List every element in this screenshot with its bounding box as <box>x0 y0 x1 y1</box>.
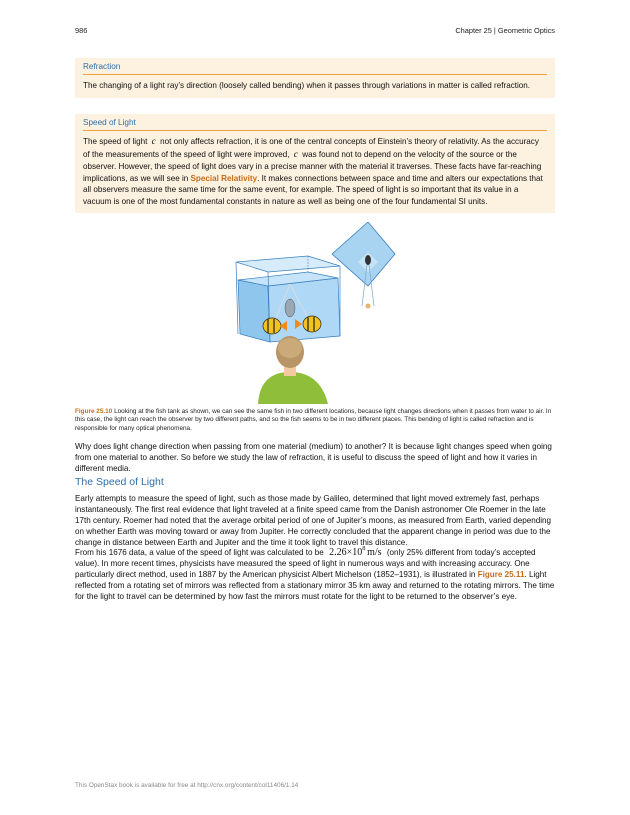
speed-box-text-3: was found not to depend on the velocity of the source or the observer. However, the speed of light does vary in a precise manner with the material it traverses. These facts have far-reaching implications, as we will see in <box>83 149 542 183</box>
math-unit: m/s <box>367 547 382 558</box>
section-heading: The Speed of Light <box>75 476 164 488</box>
symbol-c: c <box>293 149 298 160</box>
fish-tank <box>236 256 340 342</box>
speed-of-light-box <box>75 114 555 213</box>
figure-label: Figure 25.10 <box>75 408 113 415</box>
page-number: 986 <box>75 26 88 35</box>
refraction-box-body: The changing of a light ray’s direction (loosely called bending) when it passes through variations in matter is called refraction. <box>83 81 531 90</box>
refraction-definition-box <box>75 58 555 98</box>
paragraph-2-text-3: . Light reflected from a rotating set of mirrors was reflected from a stationary mirror 35 km away and returned to the rotating mirrors. The time for the light to travel can be determined by how fast the mirrors must rotate for the light to be returned to the observer’s eye. <box>75 570 555 601</box>
figure-caption-text: Looking at the fish tank as shown, we can see the same fish in two different locations, because light changes directions when it passes from water to air. In this case, the light can reach the observer by two different paths, and so the fish seems to be in two different places. This bending of light is called refraction and is responsible for many optical phenomena. <box>75 408 552 432</box>
section-paragraph-2 <box>75 543 555 602</box>
speed-box-text-1: The speed of light <box>83 137 148 146</box>
paragraph-2-text-2: (only 25% different from today’s accepted value). In more recent times, physicists have measured the speed of light in numerous ways and with increasing accuracy. One particularly direct method, used in 1887 by the American physicist Albert Michelson (1852–1931), is illustrated in <box>75 548 536 579</box>
symbol-c: c <box>151 137 156 147</box>
math-exponent: 8 <box>362 545 366 552</box>
figure-25-11-link[interactable]: Figure 25.11 <box>477 570 525 579</box>
intro-paragraph: Why does light change direction when passing from one material (medium) to another? It is because light changes speed when going from one material to another. So before we study the law of refraction, it is useful to discuss the speed of light and how it varies in different media. <box>75 442 552 473</box>
figure-caption <box>75 408 555 433</box>
speed-box-body <box>83 136 547 207</box>
section-paragraph-1: Early attempts to measure the speed of light, such as those made by Galileo, determined that light moved extremely fast, perhaps instantaneously. The first real evidence that light traveled at a finite speed came from the Danish astronomer Ole Roemer in the late 17th century. Roemer had noted that the average orbital period of one of Jupiter’s moons, as measured from Earth, varied depending on whether Earth was moving toward or away from Jupiter. He correctly concluded that the apparent change in period was due to the change in distance between Earth and Jupiter and the time it took light to travel this distance. <box>75 494 552 547</box>
paragraph-2-text-1: From his 1676 data, a value of the speed of light was calculated to be <box>75 548 324 557</box>
special-relativity-link[interactable]: Special Relativity <box>190 173 258 183</box>
math-base: 2.26×10 <box>329 547 363 558</box>
observer-person <box>258 336 328 404</box>
fish-tank-figure <box>220 222 410 404</box>
chapter-title: Chapter 25 | Geometric Optics <box>455 26 555 35</box>
refraction-box-title: Refraction <box>83 62 547 75</box>
speed-of-light-value <box>326 547 385 558</box>
speed-box-text-2: not only affects refraction, it is one of the central concepts of Einstein’s theory of relativity. As the accuracy of the measurements of the speed of light were improved, <box>83 137 539 159</box>
speed-box-title: Speed of Light <box>83 118 547 131</box>
page-footer: This OpenStax book is available for free at http://cnx.org/content/col11406/1.14 <box>75 782 299 789</box>
inset-diamond-diagram <box>332 222 395 309</box>
speed-box-text-4: . It makes connections between space and time and alters our expectations that all observers measure the same time for the same event, for example. The speed of light is so important that its value in a vacuum is one of the most fundamental constants in nature as well as being one of the four fundamental SI units. <box>83 173 543 206</box>
